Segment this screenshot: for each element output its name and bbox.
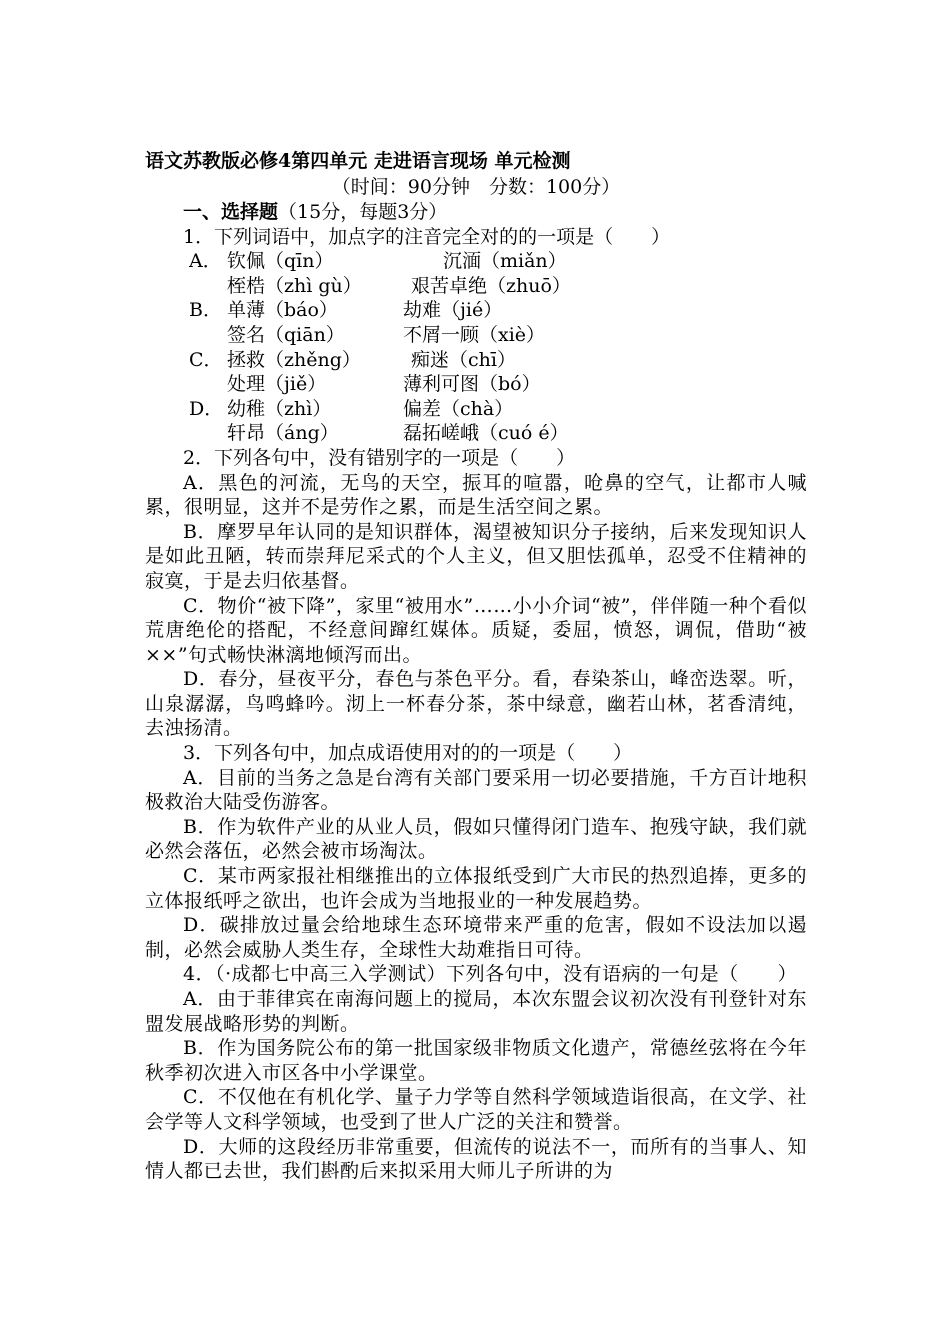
q1-option-word: 痴迷（chī） [411,348,516,371]
q1-option-word: 幼稚（zhì） [227,397,332,420]
q1-option-d-row2 [145,421,807,446]
q1-option-letter: B． [189,299,222,322]
q1-option-word: 桎梏（zhì gù） [227,274,362,297]
q1-option-letter: C． [189,348,223,371]
q1-option-word: 处理（jiě） [227,373,327,396]
document-page [145,148,807,1184]
q1-option-a-row1 [145,249,807,274]
q1-option-d-row1 [145,397,807,422]
q1-option-word: 艰苦卓绝（zhuō） [411,274,571,297]
q1-option-word: 偏差（chà） [403,397,514,420]
q1-option-c-row1 [145,348,807,373]
q1-option-word: 拯救（zhěng） [227,348,361,371]
q2-option-d: D．春分，昼夜平分，春色与茶色平分。看，春染茶山，峰峦迭翠。听，山泉潺潺，鸟鸣蜂吟。沏上一杯春分茶，茶中绿意，幽若山林，茗香清纯，去浊扬清。 [145,668,807,740]
q2-option-a: A．黑色的河流，无鸟的天空，振耳的喧嚣，呛鼻的空气，让都市人喊累，很明显，这并不是劳作之累，而是生活空间之累。 [145,471,807,519]
q1-option-a-row2 [145,274,807,299]
q4-option-c: C．不仅他在有机化学、量子力学等自然科学领域造诣很高，在文学、社会学等人文科学领域，也受到了世人广泛的关注和赞誉。 [145,1086,807,1133]
question-3-stem: 3．下列各句中，加点成语使用对的的一项是（ ） [183,742,633,765]
q1-option-word: 不屑一顾（xiè） [403,323,546,346]
q2-option-c: C．物价“被下降”，家里“被用水”……小小介词“被”，伴伴随一种个看似荒唐绝伦的搭配，不经意间蹿红媒体。质疑，委屈，愤怒，调侃，借助“被××”句式畅快淋漓地倾泻而出。 [145,594,807,666]
q2-option-b: B．摩罗早年认同的是知识群体，渴望被知识分子接纳，后来发现知识人是如此丑陋，转而崇拜尼采式的个人主义，但又胆怯孤单，忍受不住精神的寂寞，于是去归依基督。 [145,520,807,592]
q3-option-b: B．作为软件产业的从业人员，假如只懂得闭门造车、抱残守缺，我们就必然会落伍，必然会被市场淘汰。 [145,815,807,863]
q3-option-a: A．目前的当务之急是台湾有关部门要采用一切必要措施，千方百计地积极救治大陆受伤游客。 [145,766,807,814]
q1-option-letter: A． [189,250,222,273]
section-heading-title: 一、选择题 [183,201,279,223]
q1-option-word: 薄利可图（bó） [403,373,541,396]
q4-option-b: B．作为国务院公布的第一批国家级非物质文化遗产，常德丝弦将在今年秋季初次进入市区各中小学课堂。 [145,1037,807,1084]
q1-option-letter: D． [189,397,224,420]
question-1-stem: 1．下列词语中，加点字的注音完全对的的一项是（ ） [183,225,671,248]
q1-option-c-row2 [145,372,807,397]
q3-option-d: D．碳排放过量会给地球生态环境带来严重的危害，假如不设法加以遏制，必然会威胁人类生存，全球性大劫难指日可待。 [145,914,807,961]
q1-option-b-row1 [145,298,807,323]
q1-option-word: 劫难（jié） [403,299,503,322]
document-title: 语文苏教版必修4第四单元 走进语言现场 单元检测 [145,150,571,172]
document-subtitle: （时间：90分钟 分数：100分） [331,176,621,198]
q4-option-a: A．由于菲律宾在南海问题上的搅局，本次东盟会议初次没有刊登针对东盟发展战略形势的判断。 [145,988,807,1035]
question-4-stem: 4．（·成都七中高三入学测试）下列各句中，没有语病的一句是（ ） [183,963,798,986]
q4-option-d: D．大师的这段经历非常重要，但流传的说法不一，而所有的当事人、知情人都已去世，我们斟酌后来拟采用大师儿子所讲的为 [145,1135,807,1183]
q1-option-b-row2 [145,323,807,348]
q1-option-word: 沉湎（miǎn） [443,250,567,273]
q1-option-word: 磊拓嵯峨（cuó é） [403,422,569,445]
q1-option-word: 钦佩（qīn） [227,250,334,273]
q1-option-word: 轩昂（áng） [227,422,339,445]
q1-option-word: 单薄（báo） [227,299,338,322]
q3-option-c: C．某市两家报社相继推出的立体报纸受到广大市民的热烈追捧，更多的立体报纸呼之欲出，也许会成为当地报业的一种发展趋势。 [145,865,807,912]
section-heading-note: （15分，每题3分） [278,201,448,223]
section-heading [145,200,807,225]
q1-option-word: 签名（qiān） [227,323,345,346]
question-2-stem: 2．下列各句中，没有错别字的一项是（ ） [183,446,576,469]
